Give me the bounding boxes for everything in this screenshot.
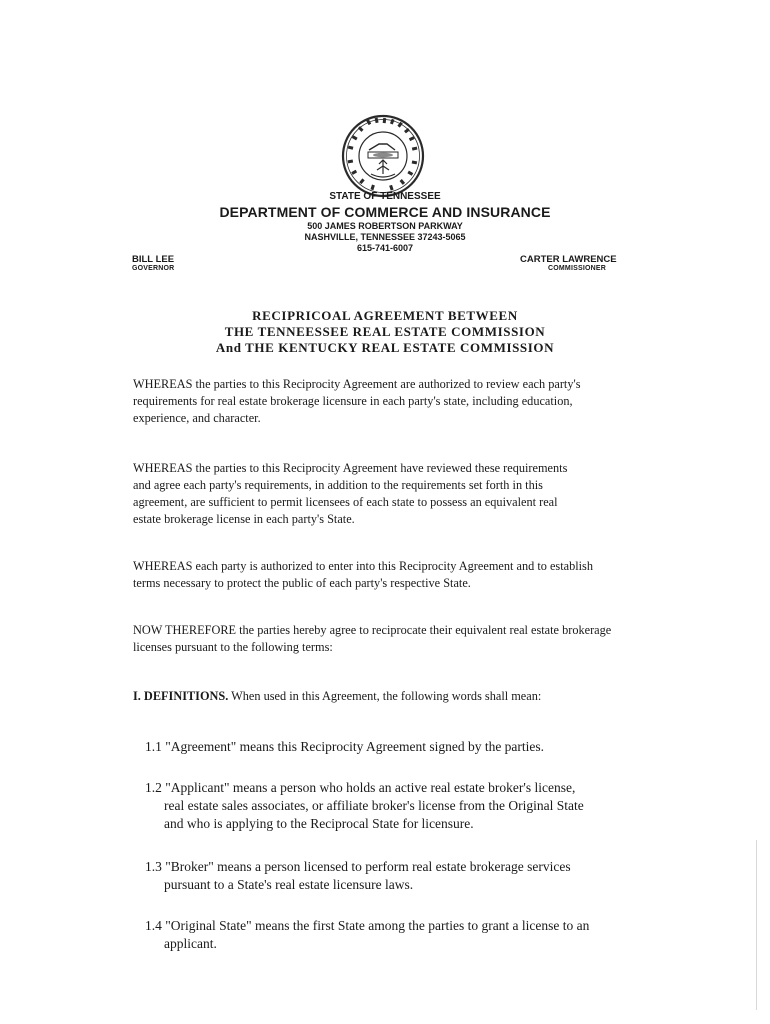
definition-line: real estate sales associates, or affiliate broker's license from the Original State [164, 798, 584, 813]
governor-name: BILL LEE [132, 254, 175, 265]
definition-line: 1.1 "Agreement" means this Reciprocity Agreement signed by the parties. [145, 739, 545, 754]
paragraph-line: WHEREAS the parties to this Reciprocity Agreement have reviewed these requirements [133, 461, 568, 475]
governor-title: GOVERNOR [132, 265, 175, 272]
whereas-paragraph-2 [133, 460, 633, 528]
header-address-line2: NASHVILLE, TENNESSEE 37243-5065 [304, 232, 466, 242]
document-title-line2: THE TENNEESSEE REAL ESTATE COMMISSION [224, 324, 546, 339]
paragraph-line: WHEREAS each party is authorized to enter into this Reciprocity Agreement and to establish [133, 559, 593, 573]
paragraph-line: terms necessary to protect the public of each party's respective State. [133, 576, 471, 590]
paragraph-line: and agree each party's requirements, in addition to the requirements set forth in this [133, 478, 543, 492]
definition-1-4 [145, 917, 589, 953]
document-title-line1: RECIPRICOAL AGREEMENT BETWEEN [252, 308, 518, 323]
definition-line: and who is applying to the Reciprocal State for licensure. [164, 816, 474, 831]
scan-edge-mark [756, 840, 757, 1010]
paragraph-line: WHEREAS the parties to this Reciprocity Agreement are authorized to review each party's [133, 377, 581, 391]
whereas-paragraph-3 [133, 558, 633, 592]
definition-line: 1.2 "Applicant" means a person who holds an active real estate broker's license, [145, 780, 576, 795]
paragraph-line: agreement, are sufficient to permit licensees of each state to possess an equivalent real [133, 495, 558, 509]
paragraph-line: experience, and character. [133, 411, 261, 425]
commissioner-title: COMMISSIONER [548, 265, 607, 272]
header-state: STATE OF TENNESSEE [329, 191, 441, 202]
tennessee-state-seal [341, 114, 425, 198]
paragraph-line: NOW THEREFORE the parties hereby agree to reciprocate their equivalent real estate brokerage [133, 623, 612, 637]
definition-1-2 [145, 779, 584, 833]
definitions-heading-text: When used in this Agreement, the following words shall mean: [228, 689, 542, 703]
whereas-paragraph-1 [133, 376, 633, 427]
definition-line: 1.4 "Original State" means the first State among the parties to grant a license to an [145, 918, 590, 933]
header-address-line1: 500 JAMES ROBERTSON PARKWAY [307, 221, 463, 231]
paragraph-line: licenses pursuant to the following terms: [133, 640, 333, 654]
definition-line: 1.3 "Broker" means a person licensed to perform real estate brokerage services [145, 859, 571, 874]
definition-line: pursuant to a State's real estate licensure laws. [164, 877, 414, 892]
now-therefore-paragraph [133, 622, 633, 656]
definition-line: applicant. [164, 936, 217, 951]
header-phone: 615-741-6007 [356, 243, 414, 253]
commissioner-name: CARTER LAWRENCE [520, 254, 617, 265]
document-title-line3: And THE KENTUCKY REAL ESTATE COMMISSION [215, 340, 555, 355]
paragraph-line: requirements for real estate brokerage licensure in each party's state, including education, [133, 394, 573, 408]
definition-1-3 [145, 858, 571, 894]
definitions-heading [133, 688, 633, 705]
definition-1-1 [145, 738, 544, 756]
paragraph-line: estate brokerage license in each party's State. [133, 512, 355, 526]
definitions-heading-lead: I. DEFINITIONS. [133, 689, 229, 703]
header-department: DEPARTMENT OF COMMERCE AND INSURANCE [219, 204, 551, 220]
